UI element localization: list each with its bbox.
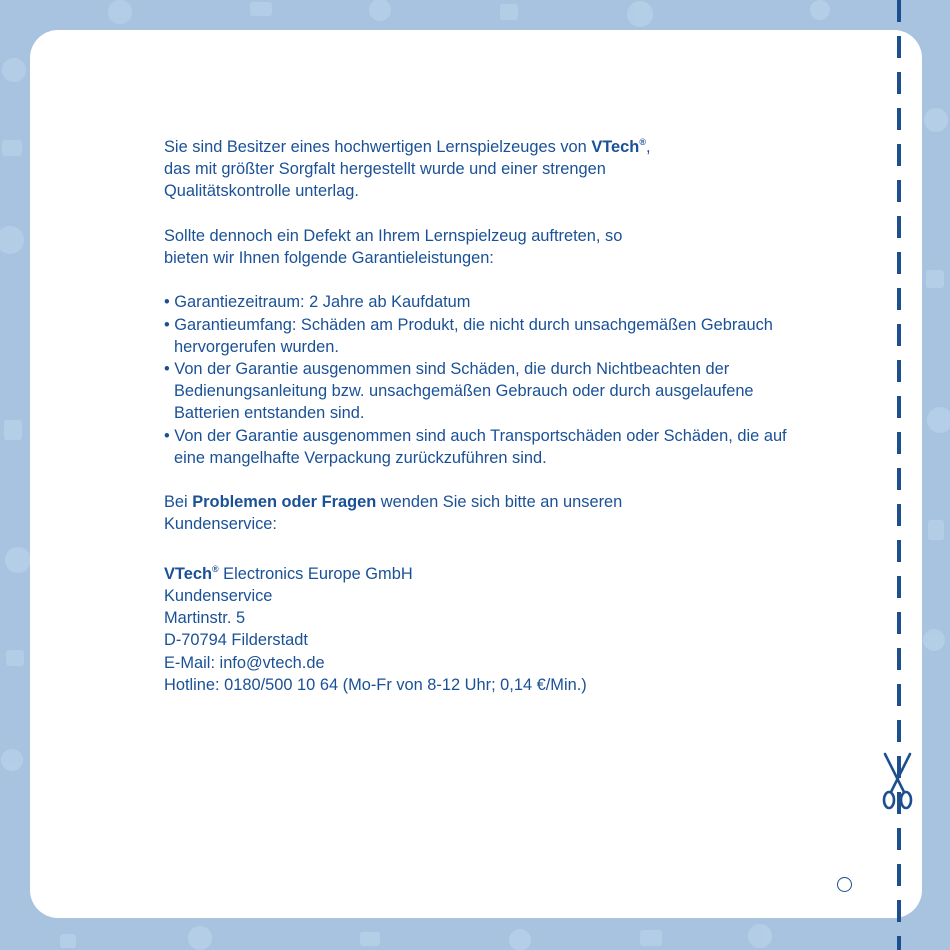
guarantee-item-period: • Garantiezeitraum: 2 Jahre ab Kaufdatum [164, 293, 471, 312]
intro-paragraph [164, 131, 804, 203]
warranty-text [164, 131, 804, 696]
address-block [164, 558, 804, 696]
intro-line2: das mit größter Sorgfalt hergestellt wurde und einer strengen [164, 160, 606, 179]
address-brand: VTech [164, 564, 212, 583]
contact-post: wenden Sie sich bitte an unseren [376, 493, 623, 512]
address-street: Martinstr. 5 [164, 609, 246, 628]
contact-pre: Bei [164, 493, 193, 512]
address-reg-mark: ® [211, 563, 219, 574]
address-city: D-70794 Filderstadt [164, 631, 308, 650]
address-email[interactable]: E-Mail: info@vtech.de [164, 653, 325, 672]
guarantee-item-exclusions: • Von der Garantie ausgenommen sind Schäden, die durch Nichtbeachten der Bedienungsanleitung bzw. unsachgemäßen Gebrauch oder durch ausgelaufene Batterien entstanden sind. [164, 360, 754, 423]
contact-paragraph [164, 491, 804, 535]
address-dept: Kundenservice [164, 587, 273, 605]
contact-line2: Kundenservice: [164, 515, 277, 534]
address-hotline: Hotline: 0180/500 10 64 (Mo-Fr von 8-12 Uhr; 0,14 €/Min.) [164, 675, 587, 694]
intro-reg-mark: ® [639, 137, 646, 147]
scissors-icon [880, 752, 916, 810]
defect-line1: Sollte dennoch ein Defekt an Ihrem Lernspielzeug auftreten, so [164, 226, 623, 245]
defect-line2: bieten wir Ihnen folgende Garantieleistungen: [164, 249, 494, 267]
defect-paragraph [164, 225, 804, 269]
intro-line1-end: , [645, 138, 651, 156]
guarantee-list [164, 291, 804, 469]
guarantee-item-transport: • Von der Garantie ausgenommen sind auch Transportschäden oder Schäden, die auf eine mangelhafte Verpackung zurückzuführen sind. [164, 426, 787, 467]
address-company [164, 558, 804, 585]
guarantee-item-scope: • Garantieumfang: Schäden am Produkt, die nicht durch unsachgemäßen Gebrauch hervorgerufen wurden. [164, 315, 773, 356]
address-company-name: Electronics Europe GmbH [218, 564, 413, 583]
intro-brand: VTech [591, 138, 640, 156]
page-number-circle [837, 877, 852, 892]
contact-bold: Problemen oder Fragen [192, 493, 377, 512]
intro-line3: Qualitätskontrolle unterlag. [164, 182, 359, 201]
intro-line1-text: Sie sind Besitzer eines hochwertigen Lernspielzeuges von [164, 138, 592, 156]
